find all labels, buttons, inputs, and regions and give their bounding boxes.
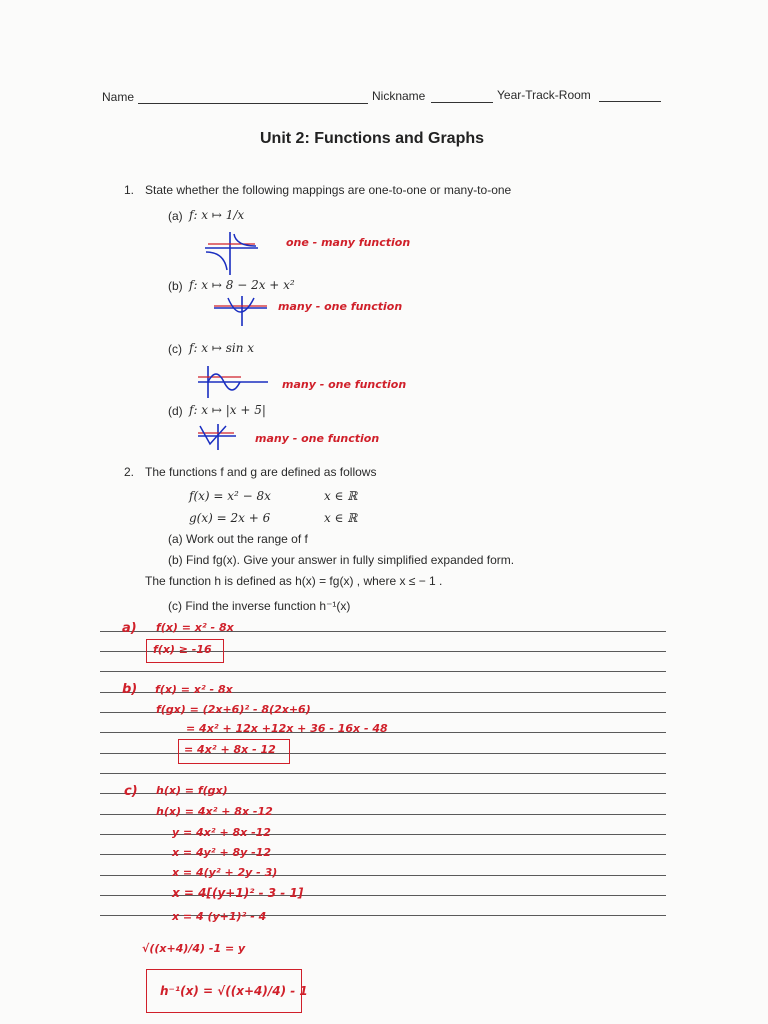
page-title: Unit 2: Functions and Graphs [260,130,485,147]
h-definition: The function h is defined as h(x) = fg(x) , where x ≤ − 1 . [145,574,443,588]
nickname-label: Nickname [372,89,426,103]
q2a-prompt: (a) Work out the range of f [168,532,308,546]
year-track-room-field[interactable] [599,101,661,102]
work-c-line6: x = 4[(y+1)² - 3 - 1] [172,886,304,900]
work-b-line3: = 4x² + 12x +12x + 36 - 16x - 48 [186,722,388,735]
q2-prompt: The functions f and g are defined as follows [145,465,377,479]
q1d-expr: f: x ↦ |x + 5| [189,403,266,417]
work-c-line5: x = 4(y² + 2y - 3) [172,866,278,879]
f-definition: f(x) = x² − 8x [189,489,271,503]
q1a-answer: one - many function [286,236,411,249]
work-b-line2: f(gx) = (2x+6)² - 8(2x+6) [156,703,311,716]
reciprocal-graph-sketch [200,230,260,280]
name-label: Name [102,90,135,104]
q1c-label: (c) [168,342,182,356]
nickname-field[interactable] [431,102,493,103]
q2c-prompt: (c) Find the inverse function h⁻¹(x) [168,599,351,613]
q1-prompt: State whether the following mappings are one-to-one or many-to-one [145,183,512,197]
name-field[interactable] [138,103,368,104]
g-definition: g(x) = 2x + 6 [189,511,271,525]
q1-number: 1. [124,183,135,197]
g-domain: x ∈ ℝ [324,511,358,525]
work-a-label: a) [122,621,137,636]
q1b-answer: many - one function [278,300,403,313]
q1d-label: (d) [168,404,183,418]
q2-number: 2. [124,465,135,479]
q1a-expr: f: x ↦ 1/x [189,208,245,222]
work-c-line4: x = 4y² + 8y -12 [172,846,272,859]
work-c-line8: √((x+4)/4) -1 = y [142,942,246,955]
q2b-prompt: (b) Find fg(x). Give your answer in fully simplified expanded form. [168,553,515,567]
work-c-label: c) [124,784,138,799]
ruled-line [100,773,666,774]
work-c-line7: x = 4 (y+1)² - 4 [172,910,267,923]
work-a-answer: f(x) ≥ -16 [153,643,212,656]
sine-graph-sketch [196,366,271,401]
work-a-line1: f(x) = x² - 8x [156,621,234,634]
work-b-line1: f(x) = x² - 8x [155,683,233,696]
absolute-value-graph-sketch [196,424,246,454]
work-b-label: b) [122,682,138,697]
f-domain: x ∈ ℝ [324,489,358,503]
work-c-answer: h⁻¹(x) = √((x+4)/4) - 1 [160,984,308,998]
q1a-label: (a) [168,209,183,223]
q1b-label: (b) [168,279,183,293]
ruled-line [100,671,666,672]
q1d-answer: many - one function [255,432,380,445]
q1c-expr: f: x ↦ sin x [189,341,255,355]
work-c-line1: h(x) = f(gx) [156,784,228,797]
parabola-graph-sketch [212,296,272,326]
year-track-room-label: Year-Track-Room [497,88,591,102]
work-b-answer: = 4x² + 8x - 12 [184,743,276,756]
work-c-line2: h(x) = 4x² + 8x -12 [156,805,273,818]
work-c-line3: y = 4x² + 8x -12 [172,826,271,839]
q1c-answer: many - one function [282,378,407,391]
q1b-expr: f: x ↦ 8 − 2x + x² [189,278,295,292]
